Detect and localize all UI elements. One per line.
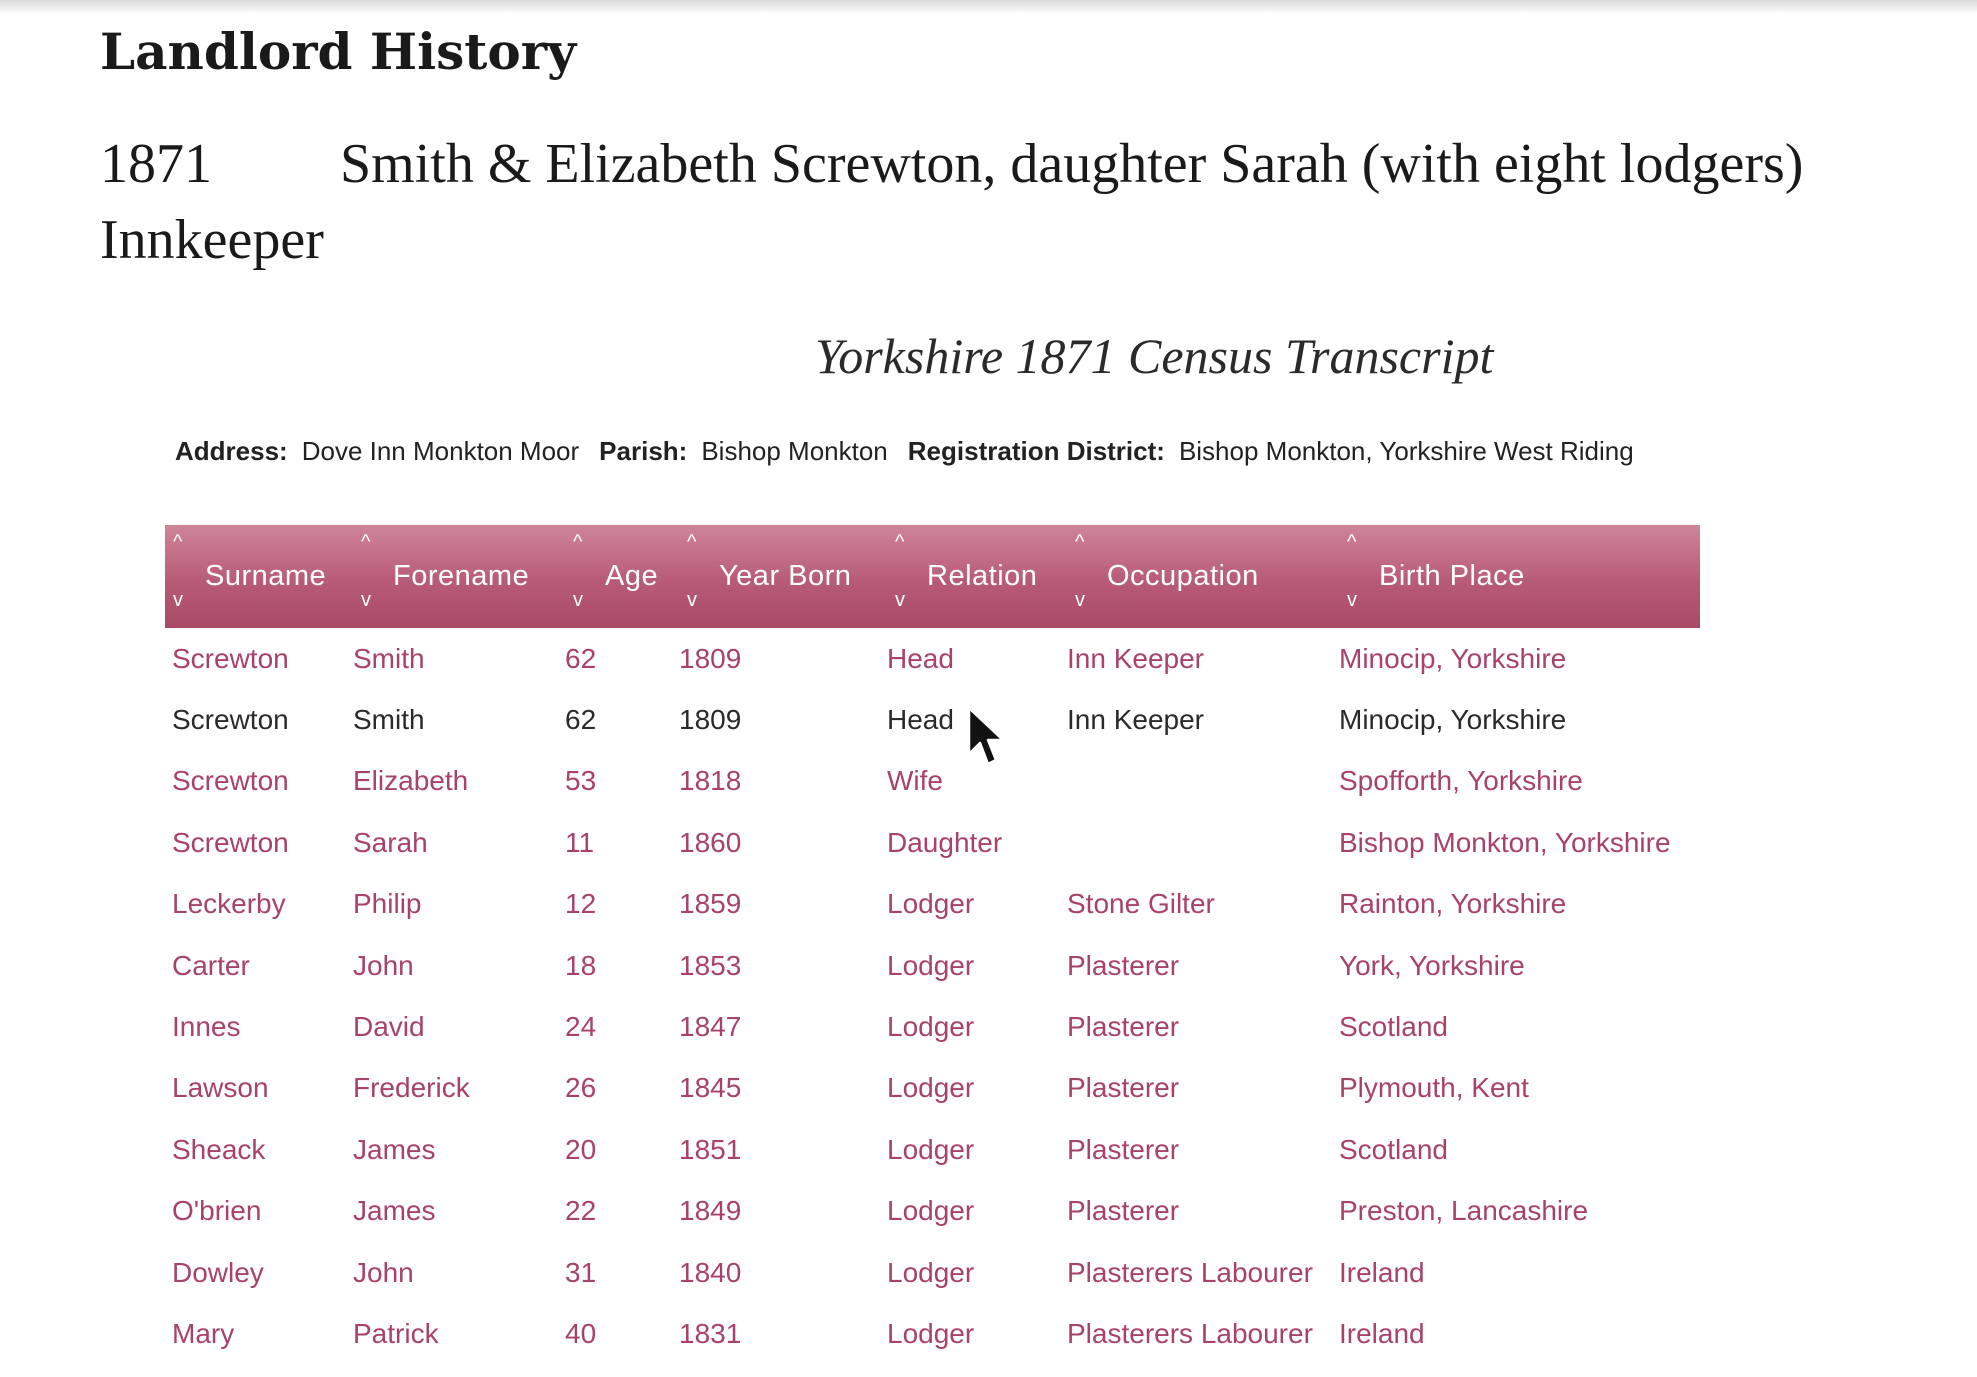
- sort-descending-icon[interactable]: v: [895, 589, 906, 611]
- cell-year: 1809: [679, 642, 742, 674]
- cell-relation: Lodger: [887, 1133, 975, 1165]
- table-row[interactable]: [165, 935, 1700, 996]
- cell-forename: Philip: [353, 888, 422, 920]
- entry-names: Smith & Elizabeth Screwton, daughter Sarah (with eight lodgers): [340, 133, 1804, 195]
- parish-value: Bishop Monkton: [701, 436, 888, 466]
- cell-year: 1840: [679, 1256, 742, 1288]
- cell-year: 1853: [679, 949, 742, 981]
- cell-birth-place: Plymouth, Kent: [1339, 1072, 1529, 1104]
- sort-descending-icon[interactable]: v: [687, 589, 698, 611]
- cell-occupation: Plasterer: [1067, 1072, 1180, 1104]
- cell-surname: Mary: [172, 1317, 235, 1349]
- table-row[interactable]: [165, 1242, 1700, 1303]
- cell-age: 53: [565, 765, 597, 797]
- cell-occupation: Inn Keeper: [1067, 704, 1204, 736]
- cell-occupation: Inn Keeper: [1067, 642, 1204, 674]
- census-table: [165, 525, 1700, 1365]
- cell-relation: Head: [887, 704, 954, 736]
- column-header-age[interactable]: ^ Age v: [573, 531, 659, 611]
- cell-birth-place: Spofforth, Yorkshire: [1339, 765, 1583, 797]
- table-row[interactable]: [165, 1119, 1700, 1180]
- column-header-surname[interactable]: ^ Surname v: [173, 531, 327, 611]
- cell-occupation: Plasterer: [1067, 1011, 1180, 1043]
- mouse-pointer-icon: [966, 706, 1006, 770]
- cell-birth-place: Preston, Lancashire: [1339, 1195, 1589, 1227]
- sort-descending-icon[interactable]: v: [1347, 589, 1358, 611]
- sort-ascending-icon[interactable]: ^: [361, 531, 371, 553]
- cell-occupation: Plasterers Labourer: [1067, 1317, 1313, 1349]
- sort-ascending-icon[interactable]: ^: [687, 531, 697, 553]
- cell-forename: Smith: [353, 704, 425, 736]
- cell-relation: Wife: [887, 765, 943, 797]
- cell-forename: John: [353, 1256, 414, 1288]
- cell-surname: Screwton: [172, 642, 289, 674]
- cell-occupation: Plasterers Labourer: [1067, 1256, 1313, 1288]
- table-row[interactable]: [165, 1303, 1700, 1364]
- cell-occupation: Stone Gilter: [1067, 888, 1215, 920]
- table-row[interactable]: [165, 874, 1700, 935]
- table-row[interactable]: [165, 628, 1700, 689]
- cell-forename: John: [353, 949, 414, 981]
- column-header-occupation[interactable]: ^ Occupation v: [1075, 531, 1259, 611]
- sort-descending-icon[interactable]: v: [361, 589, 372, 611]
- landlord-entry: [100, 132, 1803, 196]
- entry-occupation: Innkeeper: [100, 209, 324, 271]
- cell-relation: Lodger: [887, 888, 975, 920]
- cell-forename: David: [353, 1011, 425, 1043]
- table-row[interactable]: [165, 1058, 1700, 1119]
- table-row[interactable]: [165, 689, 1700, 750]
- sort-ascending-icon[interactable]: ^: [573, 531, 583, 553]
- sort-ascending-icon[interactable]: ^: [1075, 531, 1085, 553]
- cell-year: 1860: [679, 826, 742, 858]
- column-header-year-born[interactable]: ^ Year Born v: [687, 531, 852, 611]
- sort-descending-icon[interactable]: v: [173, 589, 184, 611]
- cell-surname: Sheack: [172, 1133, 266, 1165]
- cell-age: 22: [565, 1195, 597, 1227]
- cell-year: 1849: [679, 1195, 742, 1227]
- cell-forename: Smith: [353, 642, 425, 674]
- cell-age: 12: [565, 888, 597, 920]
- cell-year: 1831: [679, 1317, 742, 1349]
- cell-forename: James: [353, 1195, 436, 1227]
- cell-occupation: Plasterer: [1067, 949, 1180, 981]
- cell-relation: Lodger: [887, 1072, 975, 1104]
- entry-year: 1871: [100, 133, 212, 195]
- cell-surname: Carter: [172, 949, 250, 981]
- cell-forename: James: [353, 1133, 436, 1165]
- table-row[interactable]: [165, 1181, 1700, 1242]
- cell-age: 24: [565, 1011, 597, 1043]
- cell-birth-place: Ireland: [1339, 1317, 1425, 1349]
- cell-occupation: Plasterer: [1067, 1195, 1180, 1227]
- scan-edge-shadow: [0, 0, 1977, 14]
- cell-surname: Screwton: [172, 826, 289, 858]
- census-table-container: [165, 525, 1700, 1365]
- sort-ascending-icon[interactable]: ^: [1347, 531, 1357, 553]
- cell-occupation: [1067, 751, 1339, 812]
- cell-age: 62: [565, 704, 597, 736]
- cell-birth-place: Scotland: [1339, 1133, 1448, 1165]
- census-table-body: [165, 628, 1700, 1365]
- cell-surname: O'brien: [172, 1195, 262, 1227]
- cell-surname: Leckerby: [172, 888, 286, 920]
- cell-relation: Lodger: [887, 949, 975, 981]
- table-row[interactable]: [165, 812, 1700, 873]
- cell-year: 1847: [679, 1011, 742, 1043]
- cell-age: 20: [565, 1133, 597, 1165]
- cell-birth-place: Bishop Monkton, Yorkshire: [1339, 826, 1671, 858]
- cell-forename: Frederick: [353, 1072, 470, 1104]
- cell-relation: Lodger: [887, 1317, 975, 1349]
- address-value: Dove Inn Monkton Moor: [301, 436, 580, 466]
- sort-descending-icon[interactable]: v: [573, 589, 584, 611]
- transcript-title: Yorkshire 1871 Census Transcript: [815, 328, 1494, 384]
- cell-surname: Dowley: [172, 1256, 264, 1288]
- table-row[interactable]: [165, 751, 1700, 812]
- cell-surname: Screwton: [172, 765, 289, 797]
- cell-age: 11: [565, 826, 595, 858]
- page-heading: Landlord History: [100, 22, 577, 81]
- cell-year: 1845: [679, 1072, 742, 1104]
- column-header-birth-place[interactable]: ^ Birth Place v: [1347, 531, 1525, 611]
- district-label: Registration District:: [907, 436, 1165, 466]
- cell-birth-place: Scotland: [1339, 1011, 1448, 1043]
- cell-forename: Patrick: [353, 1317, 439, 1349]
- cell-relation: Lodger: [887, 1256, 975, 1288]
- cell-age: 40: [565, 1317, 597, 1349]
- cell-relation: Lodger: [887, 1195, 975, 1227]
- cell-surname: Screwton: [172, 704, 289, 736]
- cell-birth-place: York, Yorkshire: [1339, 949, 1525, 981]
- sort-descending-icon[interactable]: v: [1075, 589, 1086, 611]
- cell-birth-place: Minocip, Yorkshire: [1339, 642, 1567, 674]
- cell-surname: Innes: [172, 1011, 241, 1043]
- cell-forename: Elizabeth: [353, 765, 469, 797]
- sort-ascending-icon[interactable]: ^: [173, 531, 183, 553]
- sort-ascending-icon[interactable]: ^: [895, 531, 905, 553]
- address-label: Address:: [175, 436, 288, 466]
- cell-occupation: Plasterer: [1067, 1133, 1180, 1165]
- cell-surname: Lawson: [172, 1072, 269, 1104]
- cell-age: 18: [565, 949, 597, 981]
- address-line: [175, 436, 1634, 467]
- district-value: Bishop Monkton, Yorkshire West Riding: [1178, 436, 1634, 466]
- cell-occupation: [1067, 812, 1339, 873]
- cell-forename: Sarah: [353, 826, 428, 858]
- parish-label: Parish:: [599, 436, 688, 466]
- cell-relation: Head: [887, 642, 954, 674]
- cell-birth-place: Rainton, Yorkshire: [1339, 888, 1567, 920]
- table-header-row: [165, 525, 1700, 628]
- cell-relation: Daughter: [887, 826, 1003, 858]
- column-header-relation[interactable]: ^ Relation v: [895, 531, 1038, 611]
- cell-year: 1851: [679, 1133, 742, 1165]
- cell-birth-place: Ireland: [1339, 1256, 1425, 1288]
- column-header-forename[interactable]: ^ Forename v: [361, 531, 530, 611]
- table-row[interactable]: [165, 996, 1700, 1057]
- cell-year: 1818: [679, 765, 742, 797]
- cell-age: 62: [565, 642, 597, 674]
- cell-age: 26: [565, 1072, 597, 1104]
- cell-year: 1809: [679, 704, 742, 736]
- cell-birth-place: Minocip, Yorkshire: [1339, 704, 1567, 736]
- cell-year: 1859: [679, 888, 742, 920]
- cell-age: 31: [565, 1256, 597, 1288]
- cell-relation: Lodger: [887, 1011, 975, 1043]
